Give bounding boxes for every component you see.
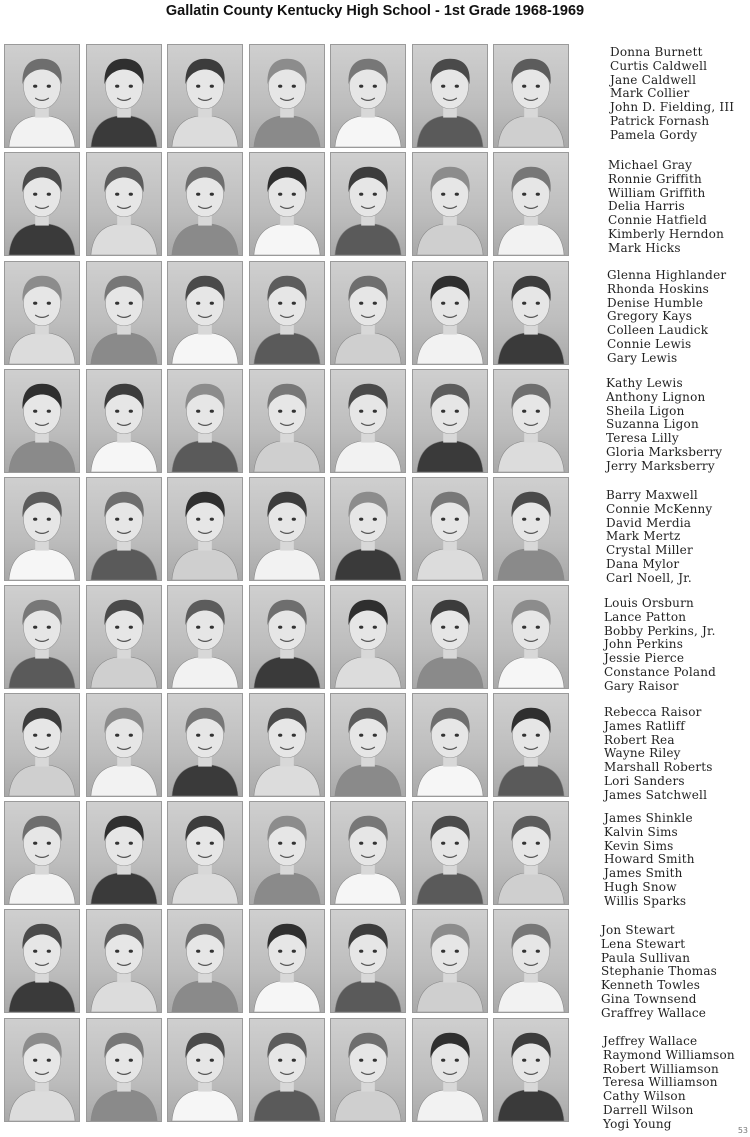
student-name: Lance Patton bbox=[604, 609, 687, 624]
student-portrait bbox=[167, 44, 243, 148]
student-portrait bbox=[412, 477, 488, 581]
student-name: Denise Humble bbox=[607, 295, 704, 310]
student-portrait bbox=[249, 152, 325, 256]
student-portrait bbox=[412, 585, 488, 689]
student-name: Pamela Gordy bbox=[610, 127, 698, 142]
student-portrait bbox=[249, 369, 325, 473]
student-name: Graffrey Wallace bbox=[601, 1005, 707, 1020]
student-portrait bbox=[330, 477, 406, 581]
student-name: James Shinkle bbox=[604, 811, 693, 825]
student-portrait bbox=[493, 1018, 569, 1122]
student-name: Robert Rea bbox=[604, 732, 675, 747]
student-name: Michael Gray bbox=[608, 158, 693, 172]
photo-row bbox=[4, 152, 574, 258]
student-name: Constance Poland bbox=[604, 664, 717, 679]
student-portrait bbox=[167, 585, 243, 689]
student-name: Teresa Lilly bbox=[606, 431, 679, 446]
student-portrait bbox=[249, 44, 325, 148]
student-portrait bbox=[86, 477, 162, 581]
page-title: Gallatin County Kentucky High School - 1st Grade 1968-1969 bbox=[165, 3, 585, 19]
student-portrait bbox=[86, 44, 162, 148]
student-portrait bbox=[330, 801, 406, 905]
student-portrait bbox=[493, 477, 569, 581]
photo-row bbox=[4, 477, 574, 583]
student-name: Robert Williamson bbox=[603, 1061, 719, 1076]
student-portrait bbox=[412, 1018, 488, 1122]
student-portrait bbox=[493, 585, 569, 689]
page-number: 53 bbox=[737, 1126, 748, 1135]
student-name: Willis Sparks bbox=[604, 893, 687, 908]
student-name: Bobby Perkins, Jr. bbox=[604, 623, 716, 638]
student-name: Darrell Wilson bbox=[603, 1102, 694, 1117]
student-portrait bbox=[167, 261, 243, 365]
student-portrait bbox=[167, 693, 243, 797]
student-name: Gina Townsend bbox=[601, 991, 697, 1006]
student-name: Anthony Lignon bbox=[606, 389, 706, 404]
student-name: Colleen Laudick bbox=[607, 323, 709, 338]
student-portrait bbox=[493, 152, 569, 256]
student-portrait bbox=[167, 477, 243, 581]
student-portrait bbox=[249, 801, 325, 905]
student-portrait bbox=[249, 1018, 325, 1122]
student-name: Jessie Pierce bbox=[604, 651, 685, 666]
student-name: Kevin Sims bbox=[604, 838, 674, 853]
student-portrait bbox=[249, 585, 325, 689]
student-name: Yogi Young bbox=[603, 1116, 672, 1131]
student-name: Gary Lewis bbox=[607, 350, 678, 365]
student-name: Paula Sullivan bbox=[601, 950, 691, 965]
student-name: Jane Caldwell bbox=[610, 72, 697, 87]
student-name: Barry Maxwell bbox=[606, 488, 698, 502]
student-name: Dana Mylor bbox=[606, 556, 680, 571]
student-portrait bbox=[330, 261, 406, 365]
student-portrait bbox=[167, 369, 243, 473]
student-portrait bbox=[330, 693, 406, 797]
photo-row bbox=[4, 1018, 574, 1124]
student-name: Rhonda Hoskins bbox=[607, 281, 710, 296]
student-portrait bbox=[167, 909, 243, 1013]
student-name: Kimberly Herndon bbox=[608, 226, 724, 241]
student-name: Raymond Williamson bbox=[603, 1047, 735, 1062]
name-list bbox=[607, 269, 750, 366]
student-name: James Smith bbox=[604, 866, 683, 881]
student-name: James Satchwell bbox=[604, 787, 708, 802]
student-name: Gary Raisor bbox=[604, 678, 679, 693]
student-name: Curtis Caldwell bbox=[610, 58, 708, 73]
student-portrait bbox=[86, 261, 162, 365]
student-name: Patrick Fornash bbox=[610, 113, 710, 128]
student-name: William Griffith bbox=[608, 185, 706, 200]
student-name: Gregory Kays bbox=[607, 309, 693, 324]
student-name: Stephanie Thomas bbox=[601, 964, 718, 979]
student-name: Kenneth Towles bbox=[601, 978, 701, 993]
student-portrait bbox=[412, 44, 488, 148]
photo-row bbox=[4, 585, 574, 691]
photo-row bbox=[4, 261, 574, 367]
student-name: Cathy Wilson bbox=[603, 1089, 686, 1104]
student-name: Suzanna Ligon bbox=[606, 417, 699, 432]
student-portrait bbox=[249, 909, 325, 1013]
student-name: Hugh Snow bbox=[604, 879, 677, 894]
student-name: Crystal Miller bbox=[606, 543, 693, 558]
student-portrait bbox=[167, 801, 243, 905]
student-portrait bbox=[4, 44, 80, 148]
student-name: Kathy Lewis bbox=[606, 376, 683, 390]
student-portrait bbox=[167, 152, 243, 256]
photo-row bbox=[4, 801, 574, 907]
student-portrait bbox=[493, 801, 569, 905]
student-portrait bbox=[330, 909, 406, 1013]
student-name: Marshall Roberts bbox=[604, 760, 713, 775]
student-name: Lena Stewart bbox=[601, 936, 686, 951]
student-portrait bbox=[493, 44, 569, 148]
student-portrait bbox=[4, 1018, 80, 1122]
photo-row bbox=[4, 369, 574, 475]
student-name: Gloria Marksberry bbox=[606, 444, 723, 459]
student-portrait bbox=[330, 585, 406, 689]
photo-row bbox=[4, 693, 574, 799]
photo-row bbox=[4, 44, 574, 150]
student-portrait bbox=[493, 369, 569, 473]
student-portrait bbox=[249, 693, 325, 797]
student-portrait bbox=[249, 261, 325, 365]
student-portrait bbox=[86, 801, 162, 905]
student-portrait bbox=[4, 152, 80, 256]
student-portrait bbox=[412, 369, 488, 473]
student-name: Ronnie Griffith bbox=[608, 171, 702, 186]
student-portrait bbox=[330, 44, 406, 148]
student-name: Delia Harris bbox=[608, 199, 685, 214]
student-portrait bbox=[412, 801, 488, 905]
student-portrait bbox=[86, 909, 162, 1013]
student-portrait bbox=[493, 909, 569, 1013]
name-list bbox=[601, 924, 750, 1021]
student-name: Glenna Highlander bbox=[607, 268, 727, 282]
student-portrait bbox=[86, 152, 162, 256]
name-list bbox=[606, 489, 750, 586]
student-name: Jeffrey Wallace bbox=[603, 1034, 698, 1048]
student-name: Teresa Williamson bbox=[603, 1075, 718, 1090]
student-portrait bbox=[412, 261, 488, 365]
student-portrait bbox=[330, 152, 406, 256]
student-portrait bbox=[86, 1018, 162, 1122]
photo-row bbox=[4, 909, 574, 1015]
student-portrait bbox=[4, 477, 80, 581]
student-portrait bbox=[330, 369, 406, 473]
student-portrait bbox=[4, 801, 80, 905]
student-portrait bbox=[412, 152, 488, 256]
student-portrait bbox=[4, 909, 80, 1013]
student-name: Jon Stewart bbox=[601, 923, 675, 937]
student-name: Kalvin Sims bbox=[604, 824, 678, 839]
student-portrait bbox=[249, 477, 325, 581]
name-list bbox=[604, 597, 750, 694]
student-portrait bbox=[4, 261, 80, 365]
student-name: Mark Mertz bbox=[606, 529, 681, 544]
student-portrait bbox=[493, 261, 569, 365]
student-name: Rebecca Raisor bbox=[604, 705, 702, 719]
student-name: David Merdia bbox=[606, 515, 692, 530]
student-portrait bbox=[4, 369, 80, 473]
student-name: Connie McKenny bbox=[606, 501, 713, 516]
student-portrait bbox=[86, 693, 162, 797]
name-list bbox=[608, 159, 750, 256]
student-name: Connie Lewis bbox=[607, 336, 692, 351]
student-portrait bbox=[4, 693, 80, 797]
student-name: Connie Hatfield bbox=[608, 213, 707, 228]
student-portrait bbox=[86, 369, 162, 473]
student-name: Sheila Ligon bbox=[606, 403, 685, 418]
student-name: Jerry Marksberry bbox=[606, 458, 715, 473]
student-name: John Perkins bbox=[604, 637, 684, 652]
student-portrait bbox=[412, 909, 488, 1013]
student-name: Wayne Riley bbox=[604, 746, 681, 761]
name-list bbox=[610, 46, 750, 143]
student-name: Mark Collier bbox=[610, 86, 690, 101]
student-name: Mark Hicks bbox=[608, 240, 681, 255]
student-name: Carl Noell, Jr. bbox=[606, 570, 692, 585]
name-list bbox=[604, 812, 750, 909]
student-portrait bbox=[86, 585, 162, 689]
name-list bbox=[603, 1035, 750, 1132]
name-list bbox=[606, 377, 750, 474]
student-portrait bbox=[493, 693, 569, 797]
student-name: Donna Burnett bbox=[610, 45, 703, 59]
student-name: Louis Orsburn bbox=[604, 596, 694, 610]
student-portrait bbox=[4, 585, 80, 689]
student-portrait bbox=[167, 1018, 243, 1122]
student-portrait bbox=[412, 693, 488, 797]
student-name: James Ratliff bbox=[604, 718, 685, 733]
student-name: Howard Smith bbox=[604, 852, 695, 867]
student-name: John D. Fielding, III bbox=[610, 100, 735, 115]
student-portrait bbox=[330, 1018, 406, 1122]
student-name: Lori Sanders bbox=[604, 773, 685, 788]
name-list bbox=[604, 706, 750, 803]
